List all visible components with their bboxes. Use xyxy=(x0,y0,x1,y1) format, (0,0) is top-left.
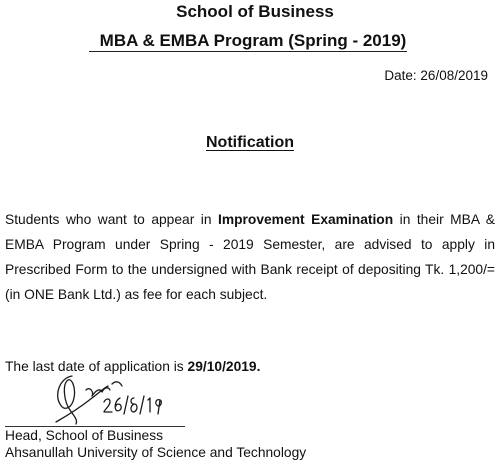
date-value: 26/08/2019 xyxy=(420,68,488,83)
university-name: Ahsanullah University of Science and Technology xyxy=(5,445,307,460)
handwritten-signature xyxy=(42,368,182,430)
school-title: School of Business xyxy=(176,2,334,21)
improvement-exam-highlight: Improvement Examination xyxy=(218,212,394,227)
program-title: MBA & EMBA Program (Spring - 2019) xyxy=(99,31,407,50)
signature-line xyxy=(5,426,185,427)
signatory-role: Head, School of Business xyxy=(5,428,163,443)
notice-body-paragraph xyxy=(5,207,495,307)
date-label: Date: xyxy=(384,68,417,83)
deadline-date: 29/10/2019. xyxy=(187,359,261,374)
body-text-part1: Students who want to appear in xyxy=(5,212,218,227)
header-divider xyxy=(89,51,407,52)
body-text-part2: in their MBA & EMBA Program under Spring - 2019 Semester, are advised to apply in Prescribed Form to the undersigned with Bank receipt of depositing Tk. 1,200/= (in ONE Bank Ltd.) as fee for each subject. xyxy=(5,212,495,302)
notification-heading xyxy=(0,133,500,153)
deadline-text: The last date of application is xyxy=(5,359,188,374)
notification-heading-text: Notification xyxy=(206,134,294,151)
date-line xyxy=(384,68,488,84)
